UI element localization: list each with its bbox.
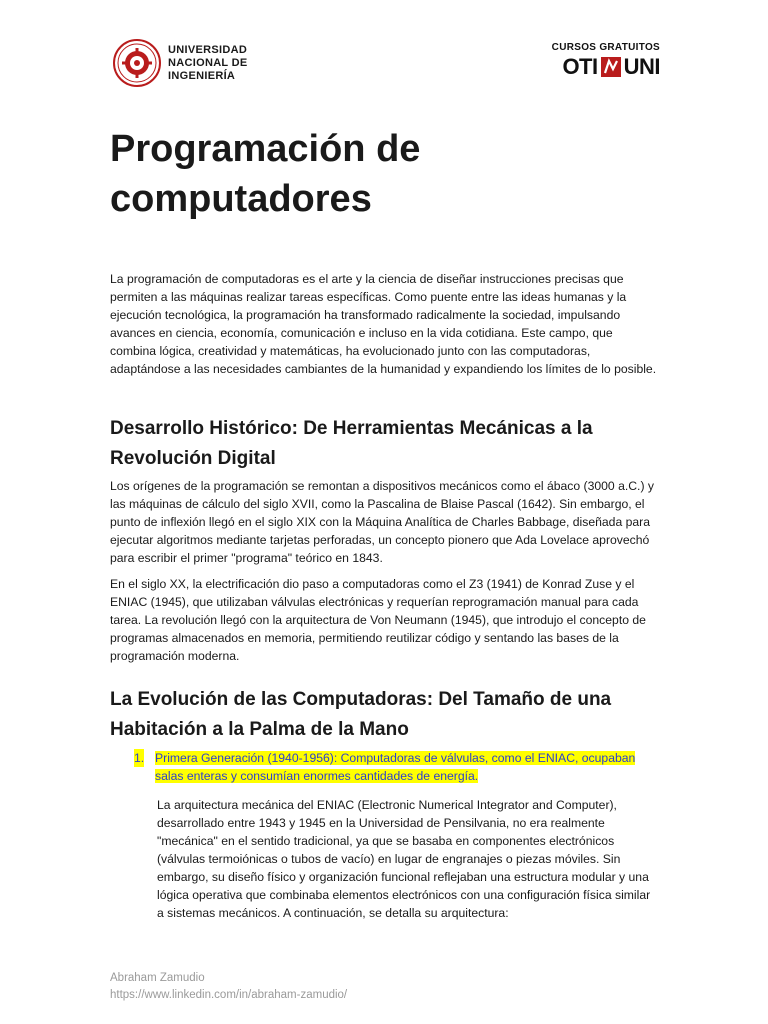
oti-word: OTI: [562, 54, 598, 79]
footer: [110, 970, 347, 1004]
section-heading-evolution: La Evolución de las Computadoras: Del Tamaño de una Habitación a la Palma de la Mano: [110, 689, 612, 740]
intro-paragraph: La programación de computadoras es el arte y la ciencia de diseñar instrucciones precisas que permiten a las máquinas realizar tareas específicas. Como puente entre las ideas humanas y la ejecución tecnológica, la programación ha transformado radicalmente la sociedad, impulsando avances en ciencia, economía, comunicación e incluso en la vida cotidiana. Este campo, que combina lógica, creatividad y matemáticas, ha evolucionado junto con las computadoras, adaptándose a las necesidades cambiantes de la humanidad y expandiendo los límites de lo posible.: [110, 272, 657, 376]
eniac-paragraph: La arquitectura mecánica del ENIAC (Electronic Numerical Integrator and Computer), desarrollado entre 1943 y 1945 en la Universidad de Pensilvania, no era realmente "mecánica" en el sentido tradicional, ya que se basaba en componentes electrónicos (válvulas termoiónicas o tubos de vacío) en lugar de engranajes o piezas móviles. Sin embargo, su diseño físico y organización funcional reflejaban una estructura modular y una lógica operativa que combinaba elementos electrónicos con una configuración física similar a sistemas mecánicos. A continuación, se detalla su arquitectura:: [157, 798, 651, 920]
historical-paragraph-2: En el siglo XX, la electrificación dio paso a computadoras como el Z3 (1941) de Konrad Zuse y el ENIAC (1945), que utilizaban válvulas electrónicas y requerían reprogramación manual para cada tarea. La revolución llegó con la arquitectura de Von Neumann (1945), que introdujo el concepto de programas almacenados en memoria, permitiendo reutilizar código y sentando las bases de la programación moderna.: [110, 577, 646, 663]
uni-word: UNI: [623, 54, 660, 79]
page-title: Programación de computadores: [110, 128, 421, 220]
list-item: [110, 749, 658, 785]
uni-seal-icon: [112, 38, 162, 88]
university-logo: [112, 38, 248, 88]
cursos-gratuitos-label: CURSOS GRATUITOS: [551, 42, 660, 53]
university-name-line2: NACIONAL DE: [168, 56, 248, 69]
section-heading-historical: Desarrollo Histórico: De Herramientas Mecánicas a la Revolución Digital: [110, 418, 593, 469]
footer-link[interactable]: https://www.linkedin.com/in/abraham-zamudio/: [110, 989, 348, 1001]
oti-uni-logo: [552, 42, 660, 78]
university-name-line3: INGENIERÍA: [168, 69, 236, 82]
historical-paragraph-1: Los orígenes de la programación se remontan a dispositivos mecánicos como el ábaco (3000 a.C.) y las máquinas de cálculo del siglo XVII, como la Pascalina de Blaise Pascal (1642). Sin embargo, el punto de inflexión llegó en el siglo XIX con la Máquina Analítica de Charles Babbage, diseñada para ejecutar algoritmos mediante tarjetas perforadas, un concepto pionero que Ada Lovelace aprovechó para escribir el primer "programa" teórico en 1843.: [110, 479, 654, 565]
list-item-text: Primera Generación (1940-1956): Computadoras de válvulas, como el ENIAC, ocupaban salas enteras y consumían enormes cantidades de energía.: [155, 751, 636, 783]
oti-emblem-icon: [601, 57, 621, 77]
list-item-number: 1.: [134, 751, 145, 765]
footer-author: Abraham Zamudio: [110, 972, 205, 984]
university-name-line1: UNIVERSIDAD: [168, 43, 248, 56]
generations-list: [110, 749, 658, 785]
